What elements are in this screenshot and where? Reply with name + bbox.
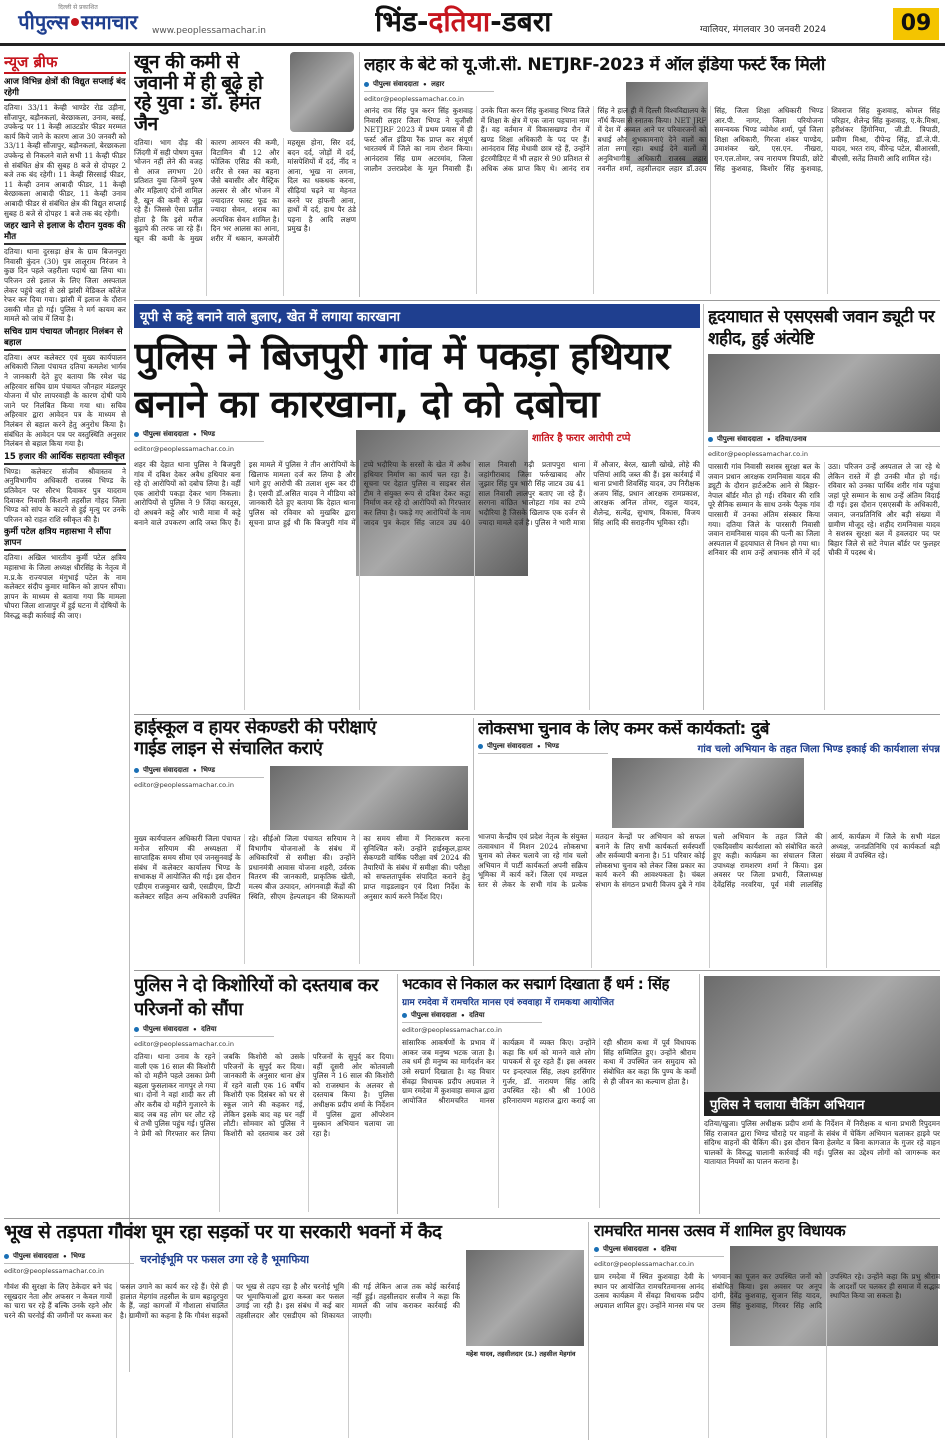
byline: पीपुल्स संवाददाता • भिण्ड xyxy=(478,742,608,754)
story-body: दतिया। भाग दौड़ की जिंदगी में सही पोषण युक्त भोजन नहीं लेने की वजह से आज लगभग 20 प्रतिशत युवा जिनमें पुरुष और महिलाएं दोनों शामिल है, खून की कमी से जूझ रहे हैं। जिससे ऐसा प्रतीत होता है कि इसे मरीज बुढ़ापे की तरफ जा रहे हैं। खून की कमी के मुख्य कारण आयरन की कमी, विटामिन बी 12 और फोलिक एसिड की कमी, शरीर से रक्त का बहना जैसे बवासीर और मैस्ट्रिक अल्सर से और भोजन में ज्यादातर फास्ट फूड का ज्यादा सेवन, शराब का अत्यधिक सेवन शामिल है। दिन भर आलस का आना, शरीर में थकान, कमजोरी महसूस होना, सिर दर्द, बदन दर्द, जोड़ों में दर्द, मांसपेशियों में दर्द, नींद न आना, भूख ना लगना, दिल का धकधक करना, सीढ़ियां चढ़ने या मेहनत करने पर हांफनी आना, हाथों में दर्द, हाथ पैर ठंडे पड़ना है आदि लक्षण प्रमुख है। xyxy=(134,138,356,243)
story-body: पारसारी गांव निवासी सशस्त्र सुरक्षा बल के जवान प्रधान आरक्षक रामनिवास यादव की ड्यूटी के दौरान हार्टअटैक आने से बिहार-नेपाल बॉर्डर मौत हो गई। रविवार की रात्रि पूरे सैनिक सम्मान के साथ उनके पैतृक गांव पारसारी में उनका अंतिम संस्कार किया गया। दतिया जिले के पारसारी निवासी जवान रामनिवास यादव की पत्नी का जिला अस्पताल में हृदयाघात से निधन हो गया था। शनिवार की शाम उन्हें अचानक सीने में दर्द उठा। परिजन उन्हें अस्पताल ले जा रहे थे लेकिन रास्ते में ही उनकी मौत हो गई। रविवार को उनका पार्थिव शरीर गांव पहुंचा जहां पूरे सम्मान के साथ उन्हें अंतिम विदाई दी गई। इस दौरान एसएसबी के अधिकारी, जवान, जनप्रतिनिधि और बड़ी संख्या में ग्रामीण मौजूद रहे। शहीद रामनिवास यादव ने सशस्त्र सुरक्षा बल में हवलदार पद पर बिहार जिले से सटे नेपाल बॉर्डर पर फुलहर चौकी में पदस्थ थे। xyxy=(708,462,940,558)
story-body: गौवंश की सुरक्षा के लिए ठेकेदार बने चंद रसूखदार नेता और अफसर न केवल गायों का चारा चर रहे हैं बल्कि उनके रहने और चरने की चरनोई की जमीनों पर कब्जा कर फसल उगाने का कार्य कर रहे हैं। ऐसे ही हालात मेहगांव तहसील के ग्राम बहादुरपुरा के हैं, जहां कागजों में गौशाला संचालित है। ग्रामीणों का कहना है कि गौवंश सड़कों पर भूख से तड़प रहा है और चरनोई भूमि पर भूमाफियाओं द्वारा कब्जा कर फसल उगाई जा रही है। इस संबंध में कई बार तहसीलदार और एसडीएम को शिकायत की गई लेकिन आज तक कोई कार्रवाई नहीं हुई। तहसीलदार सजीव ने कहा कि मामले की जांच कराकर कार्रवाई की जाएगी। xyxy=(4,1282,460,1320)
story-body: आनंद राव सिंह पुत्र करन सिंह कुशवाह निवासी लहार जिला भिण्ड ने यूजीसी NETJRF 2023 में प्रथम प्रयास में ही फर्स्ट ऑल इंडिया रैंक प्राप्त कर संपूर्ण भारतवर्ष में जिले का नाम रोशन किया। आनंदराव सिंह ग्राम अटरमांव, जिला जालौन उत्तरप्रदेश के मूल निवासी हैं। उनके पिता करन सिंह कुशवाह भिण्ड जिले में शिक्षा के क्षेत्र में एक जाना पहचाना नाम हैं। वह वर्तमान में विकासखण्ड रौन में खण्ड शिक्षा अधिकारी के पद पर हैं। आनंदराव सिंह मेधावी छात्र रहे हैं, उन्होंने इंटरमीडिएट में भी लहार से 90 प्रतिशत से अधिक अंक प्राप्त किए थे। आनंद राव सिंह ने हाल ही में दिल्ली विश्वविद्यालय के नॉर्थ कैंपस से स्नातक किया। NET JRF में देश में अव्वल आने पर परिवारजनों को बधाई और शुभकामनाएं देने वालों का तांता लगा रहा। बधाई देने वालों में अनुविभागीय अधिकारी राजस्व लहार नवनीत शर्मा, तहसीलदार लहार डॉ.उदय सिंह, जिला शिक्षा अधिकारी भिण्ड आर.पी. नागर, जिला परियोजना समन्वयक भिण्ड व्योमेश शर्मा, पूर्व जिला शिक्षा अधिकारी, गिरजा शंकर पाण्डेय, उमाशंकर खरे, एस.एन. नीखरा, एन.एल.तोमर, जय नारायण त्रिपाठी, छोटे सिंह कुशवाह, किशोर सिंह कुशवाह, शिवराज सिंह कुशवाह, कोमल सिंह परिहार, शैलेन्द्र सिंह कुशवाह, ए.के.मिश्रा, हरीशंकर हिंगोनिया, जी.डी. त्रिपाठी, प्रवीण मिश्रा, दीपेन्द्र सिंह, डॉ.जे.पी. यादव, भरत राय, वीरेन्द्र पटेल, बीआरसी, बीएसी, सतेंद्र तिवारी आदि शामिल रहे। xyxy=(364,106,940,173)
byline-email[interactable]: editor@peoplessamachar.co.in xyxy=(364,95,464,104)
byline: पीपुल्स संवाददाता • दतिया xyxy=(594,1245,724,1257)
story-girls xyxy=(134,974,394,1214)
byline-dot-icon xyxy=(708,437,713,442)
cow-photo xyxy=(466,1250,584,1346)
story-vidhayak xyxy=(594,1222,940,1440)
headline: पुलिस ने दो किशोरियों को दस्तयाब कर परिजनों को सौंपा xyxy=(134,975,378,1020)
byline-dot-icon xyxy=(364,82,369,87)
byline: पीपुल्स संवाददाता • दतिया xyxy=(134,1025,274,1037)
byline-email[interactable]: editor@peoplessamachar.co.in xyxy=(134,445,234,453)
logo-circle-icon xyxy=(71,18,79,26)
headline: भटकाव से निकाल कर सद्मार्ग दिखाता हैं धर्म : सिंह xyxy=(402,976,669,993)
story-blood xyxy=(134,52,356,297)
logo-tagline: दिल्ली से प्रकाशित xyxy=(58,4,98,11)
brief-headline: 15 हजार की आर्थिक सहायता स्वीकृत xyxy=(4,452,126,465)
website-url[interactable]: www.peoplessamachar.in xyxy=(152,26,266,36)
story-body: मुख्य कार्यपालन अधिकारी जिला पंचायत मनोज सरियाम की अध्यक्षता में साप्ताहिक समय सीमा एवं जनसुनवाई के संबंध में कलेक्टर कार्यालय भिण्ड के सभाकक्ष में आयोजित की गई। इस दौरान एडीएम राजकुमार खत्री, एसडीएम, डिप्टी कलेक्टर सहित अन्य अधिकारी उपस्थित रहे। सीईओ जिला पंचायत सरियाम ने विभागीय योजनाओं के संबंध में अधिकारियों से समीक्षा की। उन्होंने प्रधानमंत्री आवास योजना शहरी, उर्वरक वितरण की जानकारी, प्राकृतिक खेती, मत्स्य बीज उत्पादन, आंगनवाड़ी केंद्रों की स्थिति, सीएम हेल्पलाइन की शिकायतों का समय सीमा में निराकरण करना सुनिश्चित करें। उन्होंने हाईस्कूल,हायर सेकण्डरी वार्षिक परीक्षा वर्ष 2024 की तैयारियों के संबंध में समीक्षा की। परीक्षा को सफलतापूर्वक संपादित कराने हेतु प्राप्त गाइडलाइन एवं दिशा निर्देश के अनुसार कार्य करने निर्देश दिए। xyxy=(134,834,470,901)
byline-block xyxy=(478,742,608,757)
news-brief-column xyxy=(4,52,126,1372)
column-divider xyxy=(397,974,398,1214)
byline-email[interactable]: editor@peoplessamachar.co.in xyxy=(134,1040,234,1048)
headline-line2: गाईड लाइन से संचालित कराएं xyxy=(134,738,323,760)
brief-text: दतिया। 33/11 केव्ही भाण्डेर रोड उड़ीना, सौंजापुर, बड़ौनकलां, बेरछाकला, उनाव, बसई, उपकेन्द्र पर 11 केव्ही आउटडोर फीडर मरम्मत कार्य किये जाने के कारण आज 30 जनवरी को 33/11 केव्ही सौंजापुर, बड़ौनकलां, बेरछाकला उपकेन्द्र से निकलने वाले सभी 11 केव्ही फीडर से संबंधित क्षेत्र की सुबह 8 बजे से दोपहर 2 बजे तक बंद रहेगी। 11 केव्ही सिरसाई फीडर, 11 केव्ही उनाव आबादी फीडर, 11 केव्ही बेरछाकला आबादी फीडर, 11 केव्ही उनाव आबादी फीडर से संबंधित क्षेत्र की विद्युत सप्लाई सुबह 8 बजे से दोपहर 1 बजे तक बंद रहेगी। xyxy=(4,103,126,218)
byline: पीपुल्स संवाददाता • दतिया/उनाव xyxy=(708,435,940,447)
subhead: चरनोईभूमि पर फसल उगा रहे है भूमाफिया xyxy=(140,1253,310,1266)
byline: पीपुल्स संवाददाता • लहार xyxy=(364,80,494,92)
page-number: 09 xyxy=(893,8,939,40)
story-dharma xyxy=(402,976,696,1214)
story-netjrf xyxy=(364,56,940,296)
headline: लहार के बेटे को यू.जी.सी. NETJRF-2023 में ऑल इंडिया फर्स्ट रैंक मिली xyxy=(364,56,825,75)
column-divider xyxy=(703,304,704,710)
brief-item xyxy=(4,527,126,620)
brief-item xyxy=(4,452,126,525)
brief-headline: आज विभिन्न क्षेत्रों की विद्युत सप्लाई बंद रहेगी xyxy=(4,77,126,101)
section-rule xyxy=(134,714,940,715)
byline-dot-icon xyxy=(4,1254,9,1259)
byline-dot-icon xyxy=(134,768,139,773)
dateline: ग्वालियर, मंगलवार 30 जनवरी 2024 xyxy=(700,25,827,35)
byline-dot-icon xyxy=(134,1027,139,1032)
story-body: ग्राम रमदेवा में स्थित कुशवाहा देवी के स्थान पर आयोजित रामचरितमानस आनंद उत्सव कार्यक्रम में सेंवढ़ा विधायक प्रदीप अग्रवाल शामिल हुए। उन्होंने मानस मंच पर भगवान का पूजन कर उपस्थित जनों को संबोधित किया। इस अवसर पर अनूप दांगी, देवेंद्र कुशवाह, सुजान सिंह यादव, उत्तम सिंह कुशवाह, गिरवर सिंह आदि उपस्थित रहे। उन्होंने कहा कि प्रभु श्रीराम के आदर्शों पर चलकर ही समाज में सद्भाव स्थापित किया जा सकता है। xyxy=(594,1272,940,1310)
story-checking xyxy=(704,976,940,1214)
byline-dot-icon xyxy=(478,744,483,749)
brief-text: दतिया। थाना दुरसड़ा क्षेत्र के ग्राम बिजनपुरा निवासी कुंदन (30) पुत्र लालूराम निरंजन ने कुछ दिन पहले जहरीला पदार्थ खा लिया था। परिजन उसे इलाज के लिए जिला अस्पताल लेकर पहुंचे जहां से उसे झांसी मेडिकल कॉलेज रेफर कर दिया गया। झांसी में इलाज के दौरान उसकी मौत हो गई। पुलिस ने मर्ग कायम कर मामले को जांच में लिया है। xyxy=(4,247,126,324)
photo-caption: पुलिस ने चलाया चैकिंग अभियान xyxy=(704,1092,940,1116)
byline-email[interactable]: editor@peoplessamachar.co.in xyxy=(402,1026,502,1035)
brief-item xyxy=(4,327,126,449)
story-election xyxy=(478,720,940,968)
byline-dot-icon xyxy=(134,432,139,437)
column-divider xyxy=(473,718,474,966)
section-rule xyxy=(134,970,940,971)
story-body: दतिया/खुजा। पुलिस अधीक्षक प्रदीप शर्मा के निर्देशन में निरीक्षक व थाना प्रभारी रिपुदमन सिंह राजावत द्वारा भिण्ड चौराहे पर वाहनों के संबंध में चेकिंग अभियान चलाकर हाइवे पर संदिग्ध वाहनों की चैकिंग की। इस दौरान बिना हेलमेट व बिना कागजात के गुजर रहे वाहन चालकों के विरुद्ध चालानी कार्रवाई की गई। पुलिस का उद्देश्य लोगों को जागरूक कर यातायात नियमों का पालन कराना है। xyxy=(704,1119,940,1167)
brief-item xyxy=(4,77,126,218)
byline-block xyxy=(4,1252,134,1279)
headline: हृदयाघात से एसएसबी जवान ड्यूटी पर शहीद, हुई अंत्येष्टि xyxy=(708,307,935,349)
story-martyr xyxy=(708,306,940,710)
headline: पुलिस ने बिजपुरी गांव में पकड़ा हथियार बनाने का कारखाना, दो को दबोचा xyxy=(134,334,670,426)
column-divider xyxy=(588,1222,589,1440)
headline: भूख से तड़पता गौवंश घूम रहा सड़कों पर या सरकारी भवनों में कैद xyxy=(4,1222,442,1243)
byline-email[interactable]: editor@peoplessamachar.co.in xyxy=(4,1267,104,1275)
masthead xyxy=(0,0,945,46)
brief-headline: जहर खाने से इलाज के दौरान युवक की मौत xyxy=(4,221,126,245)
subhead: गांव चलो अभियान के तहत जिला भिण्ड इकाई की कार्यशाला संपन्न xyxy=(697,744,940,756)
brief-headline: कुर्मी पटेल क्षत्रिय महासभा ने सौंपा ज्ञापन xyxy=(4,527,126,551)
section-rule xyxy=(4,1218,940,1219)
headline-line1: हाईस्कूल व हायर सेकण्डरी की परीक्षाएं xyxy=(134,718,376,738)
brief-item xyxy=(4,221,126,324)
byline-block xyxy=(134,430,264,457)
story-body: शहर की देहात थाना पुलिस ने बिजपुरी गांव में दबिश देकर अवैध हथियार बना रहे दो आरोपियों को दबोच लिया है। वहीं एक आरोपी पकड़ा देकर भाग निकला। आरोपियों से पुलिस ने 9 जिंदा कारतूस, दो अधबने कट्टे और भारी मात्रा में कट्टे बनाने वाले उपकरण आदि जब्त किए हैं। इस मामले में पुलिस ने तीन आरोपियों के खिलाफ मामला दर्ज कर लिया है और भागे हुए आरोपी की तलाश शुरू कर दी है। एसपी डॉ.असित यादव ने मीडिया को जानकारी देते हुए बताया कि देहात थाना पुलिस को रविवार को मुखबिर द्वारा सूचना प्राप्त हुई थी कि बिजपुरी गांव में टप्पे भदौरिया के सरसों के खेत में अवैध हथियार निर्माण का कार्य चल रहा है। सूचना पर देहात पुलिस व साइबर सेल टीम ने संयुक्त रूप से दबिश देकर कट्टा निर्माण कर रहे दो आरोपियों को गिरफ्तार कर लिया है। पकड़े गए आरोपियों के नाम जादव पुत्र केदार सिंह जाटव उम्र 40 साल निवासी गढ़ी प्रतापपुरा थाना जहांगीराबाद जिला फर्रुखाबाद और जुझार सिंह पुत्र भारी सिंह जाटव उम्र 41 साल निवासी लालपुर बताए जा रहे हैं। सरगना वांछित भालोहटा गांव का टप्पे भदौरिया है जिसके खिलाफ एक दर्जन से ज्यादा मामले दर्ज है। पुलिस ने भारी मात्रा में औजार, बेरल, खाली खोखे, लोहे की पत्तियां आदि जब्त की हैं। इस कार्रवाई में थाना प्रभारी शिवसिंह यादव, उप निरीक्षक अजय सिंह, प्रधान आरक्षक रामप्रकाश, आरक्षक अनिल तोमर, राहुल यादव, शैलेन्द्र, सत्येंद्र, सुभाष, विकास, विजय सिंह आदि की सराहनीय भूमिका रही। xyxy=(134,460,700,527)
headline: रामचरित मानस उत्सव में शामिल हुए विधायक xyxy=(594,1222,846,1240)
logo-text-pre: पीपुल्स xyxy=(18,10,69,34)
vehicle-check-photo xyxy=(704,976,940,1116)
subhead: शातिर है फरार आरोपी टप्पे xyxy=(532,433,631,444)
byline: पीपुल्स संवाददाता • भिण्ड xyxy=(134,766,264,778)
byline-dot-icon xyxy=(402,1013,407,1018)
story-weapons xyxy=(134,304,700,710)
news-brief-title: न्यूज ब्रीफ xyxy=(4,52,126,74)
byline: पीपुल्स संवाददाता • भिण्ड xyxy=(134,430,264,442)
logo-text-post: समाचार xyxy=(80,10,138,34)
brief-text: दतिया। अखिल भारतीय कुर्मी पटेल क्षत्रिय महासभा के जिला अध्यक्ष धीरसिंह के नेतृत्व में म.प्र.के राज्यपाल मंगुभाई पटेल के नाम कलेक्टर संदीप कुमार माकिन को ज्ञापन सौंपा। ज्ञापन के माध्यम से बताया गया कि मामला चौपरा जिला शाजापुर में हुई घटना में दोषियों के विरुद्ध कड़ी कार्रवाई की जाए। xyxy=(4,553,126,620)
story-exams xyxy=(134,718,470,966)
doctor-photo xyxy=(290,52,354,132)
byline-email[interactable]: editor@peoplessamachar.co.in xyxy=(594,1260,694,1269)
photo-note: महेश यादव, तहसीलदार (प्र.) तहसील मेहगांव xyxy=(466,1350,576,1358)
byline-email[interactable]: editor@peoplessamachar.co.in xyxy=(708,450,808,458)
logo xyxy=(8,3,148,43)
section-title: भिंड-दतिया-डबरा xyxy=(375,5,552,38)
byline: पीपुल्स संवाददाता • भिण्ड xyxy=(4,1252,134,1264)
byline-email[interactable]: editor@peoplessamachar.co.in xyxy=(134,781,234,789)
story-body: सांसारिक आकर्षणों के प्रभाव में आकर जब मनुष्य भटक जाता है। तब धर्म ही मनुष्य का मार्गदर्शन कर उसे सद्मार्ग दिखाता है। यह विचार सेंवढ़ा विधायक प्रदीप अग्रवाल ने ग्राम रमदेवा में कुशवाहा समाज द्वारा आयोजित श्रीरामचरित मानस कार्यक्रम में व्यक्त किए। उन्होंने कहा कि धर्म को मानने वाले लोग पापकर्म से दूर रहते हैं। इस अवसर पर इन्दरपाल सिंह, लक्ष्य हरसिंगार गुर्जर, डॉ. नारायण सिंह आदि उपस्थित रहे। श्री श्री 1008 हरिनारायण महाराज द्वारा कराई जा रही श्रीराम कथा में पूर्व विधायक सिंह सम्मिलित हुए। उन्होंने श्रीराम कथा में उपस्थित जन समुदाय को संबोधित कर कहा कि पुण्य के कर्मों से ही जीवन का कल्याण होता है। xyxy=(402,1038,696,1105)
column-divider xyxy=(129,52,130,1372)
funeral-photo xyxy=(708,354,940,432)
workshop-photo xyxy=(612,758,804,828)
byline-dot-icon xyxy=(594,1247,599,1252)
byline-block xyxy=(134,766,264,793)
story-body: दतिया। थाना उनाव के रहने वाली एक 16 साल की किशोरी को दो महीने पहले उसका प्रेमी बहला फुसलाकर नागपुर ले गया था। दोनों ने वहां शादी कर ली और करीब दो महीने गुजारने के बाद जब वह लोग घर लौट रहे थे तभी पुलिस पहुंच गई। पुलिस ने प्रेमी को गिरफ्तार कर लिया जबकि किशोरी को उसके परिजनों के सुपुर्द कर दिया। जानकारी के अनुसार थाना क्षेत्र में रहने वाली एक 16 वर्षीय किशोरी एक दिसंबर को घर से स्कूल जाने की कहकर गई, लेकिन इसके बाद वह घर नहीं लौटी। सोमवार को पुलिस ने किशोरी को दस्तयाब कर उसे परिजनों के सुपुर्द कर दिया। वहीं दूसरी ओर कोतवाली पुलिस ने 16 साल की किशोरी को राजस्थान के अलवर से दस्तयाब किया है। पुलिस अधीक्षक प्रदीप शर्मा के निर्देशन में पुलिस द्वारा ऑपरेशन मुस्कान अभियान चलाया जा रहा है। xyxy=(134,1052,394,1138)
brief-text: भिण्ड। कलेक्टर संजीव श्रीवास्तव ने अनुविभागीय अधिकारी राजस्व भिण्ड के प्रतिवेदन पर सौरभ दिवाकर पुत्र यादराम दिवाकर निवासी किशनी तहसील गोहद जिला भिण्ड को सांप के काटने से हुई मृत्यु पर उनके परिजन को राहत राशि स्वीकृत की है। xyxy=(4,466,126,524)
story-body: भाजपा केन्द्रीय एवं प्रदेश नेतृत्व के संयुक्त तत्वावधान में मिशन 2024 लोकसभा चुनाव को लेकर चलाये जा रहे गांव चलो अभियान में पार्टी कार्यकर्ता अपनी सक्रिय भूमिका में कार्य करें। जिला एवं मण्डल स्तर से लेकर के सभी गांव के प्रत्येक मतदान केन्द्रों पर अभियान को सफल बनाने के लिए सभी कार्यकर्ता सर्वस्पर्शी और सर्वव्यापी बनाना है। 51 परिवार कोई लोकसभा चुनाव को लेकर जिस प्रकार का कार्य करने की आवश्यकता है। चंबल संभाग के संगठन प्रभारी विजय दुबे ने गांव चलो अभियान के तहत जिले की एकदिवसीय कार्यशाला को संबोधित करते हुए कही। कार्यक्रम का संचालन जिला उपाध्यक्ष रामशरण शर्मा ने किया। इस अवसर पर जिला प्रभारी, जिलाध्यक्ष देवेंद्रसिंह नरवरिया, पूर्व मंत्री लालसिंह आर्य, कार्यक्रम में जिले के सभी मंडल अध्यक्ष, जनप्रतिनिधि एवं कार्यकर्ता बड़ी संख्या में उपस्थित रहे। xyxy=(478,832,940,889)
meeting-photo xyxy=(270,766,468,830)
brief-headline: सचिव ग्राम पंचायत जौनहार निलंबन से बहाल xyxy=(4,327,126,351)
story-cows xyxy=(4,1222,584,1440)
kicker: यूपी से कट्टे बनाने वाले बुलाए, खेत में लगाया कारखाना xyxy=(134,304,700,328)
column-divider xyxy=(359,52,360,297)
headline: खून की कमी से जवानी में ही बूढ़े हो रहे युवा : डॉ. हेमंत जैन xyxy=(134,52,263,135)
section-rule xyxy=(134,300,940,301)
subhead: ग्राम रमदेवा में रामचरित मानस एवं रुववाहा में रामकथा आयोजित xyxy=(402,998,615,1009)
column-divider xyxy=(699,974,700,1214)
brief-text: दतिया। अपर कलेक्टर एवं मुख्य कार्यपालन अधिकारी जिला पंचायत दतिया कमलेश भार्गव ने जानकारी देते हुए बताया कि रमेश चंद्र अहिरवार सचिव ग्राम पंचायत जौनहार मंडलपुर योजना में घोर लापरवाही के कारण दोषी पाये जाने पर निलंबित किया गया था। सचिव अहिरवार द्वारा आवेदन पत्र के माध्यम से निलंबन से बहाल करने हेतु अनुरोध किया है। संबंधित के आवेदन पत्र पर वस्तुस्थिति अनुसार निलंबन से बहाल किया गया है। xyxy=(4,352,126,449)
byline: पीपुल्स संवाददाता • दतिया xyxy=(402,1011,542,1023)
headline: लोकसभा चुनाव के लिए कमर कसें कार्यकर्ता: दुबे xyxy=(478,720,769,739)
